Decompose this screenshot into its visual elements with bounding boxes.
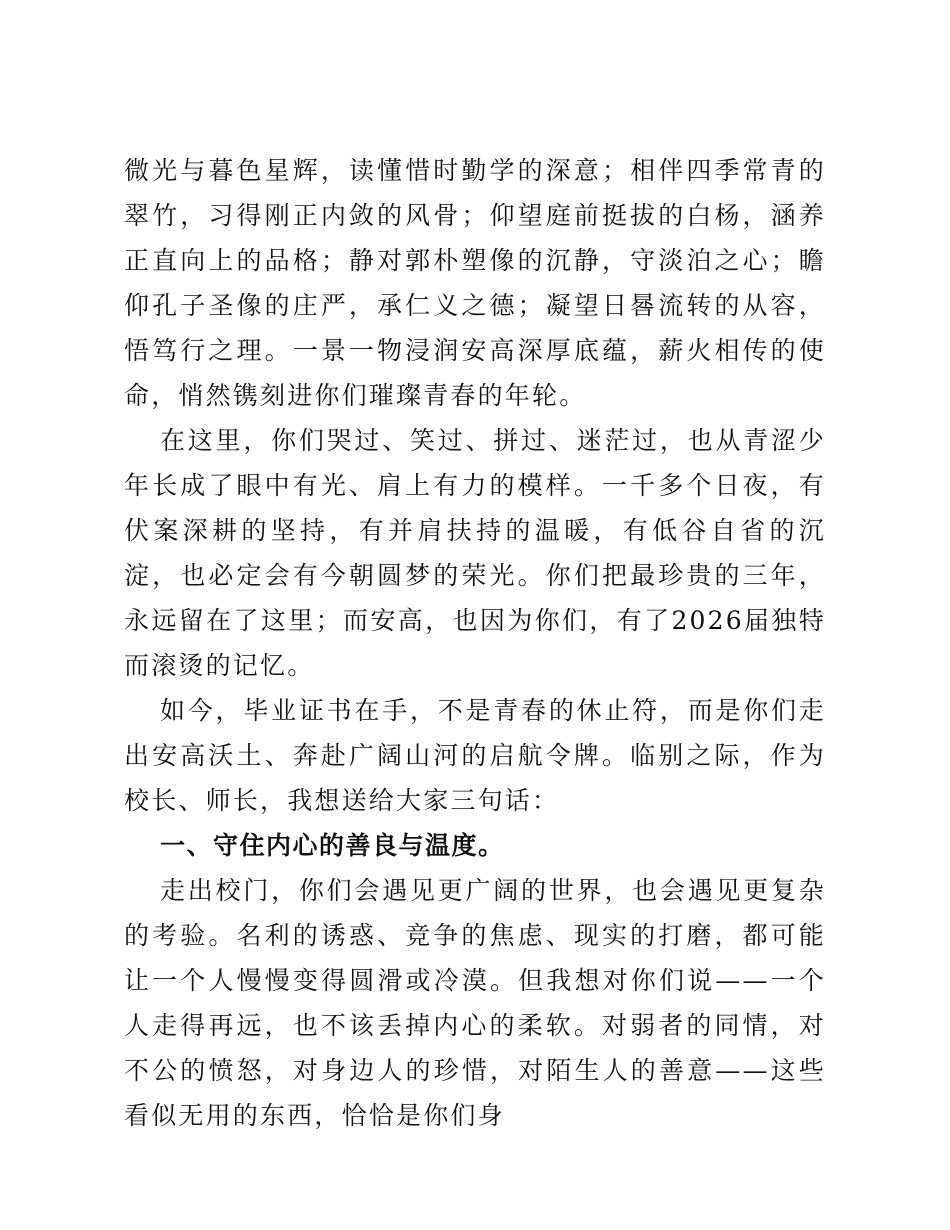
paragraph-kindness: 走出校门，你们会遇见更广阔的世界，也会遇见更复杂的考验。名利的诱惑、竞争的焦虑、现实的打磨，都可能让一个人慢慢变得圆滑或冷漠。但我想对你们说——一个人走得再远，也不该丢掉内心的柔软。对弱者的同情，对不公的愤怒，对身边人的珍惜，对陌生人的善意——这些看似无用的东西，恰恰是你们身 <box>124 876 826 1130</box>
document-page <box>124 148 826 1138</box>
section-heading-1: 一、守住内心的善良与温度。 <box>160 831 505 860</box>
paragraph-memories: 在这里，你们哭过、笑过、拼过、迷茫过，也从青涩少年长成了眼中有光、肩上有力的模样。一千多个日夜，有伏案深耕的坚持，有并肩扶持的温暖，有低谷自省的沉淀，也必定会有今朝圆梦的荣光。你们把最珍贵的三年，永远留在了这里；而安高，也因为你们，有了2026届独特而滚烫的记忆。 <box>124 426 826 680</box>
paragraph-continuation: 微光与暮色星辉，读懂惜时勤学的深意；相伴四季常青的翠竹，习得刚正内敛的风骨；仰望庭前挺拔的白杨，涵养正直向上的品格；静对郭朴塑像的沉静，守淡泊之心；瞻仰孔子圣像的庄严，承仁义之德；凝望日晷流转的从容，悟笃行之理。一景一物浸润安高深厚底蕴，薪火相传的使命，悄然镌刻进你们璀璨青春的年轮。 <box>124 156 826 410</box>
paragraph-farewell: 如今，毕业证书在手，不是青春的休止符，而是你们走出安高沃土、奔赴广阔山河的启航令牌。临别之际，作为校长、师长，我想送给大家三句话： <box>124 696 826 815</box>
